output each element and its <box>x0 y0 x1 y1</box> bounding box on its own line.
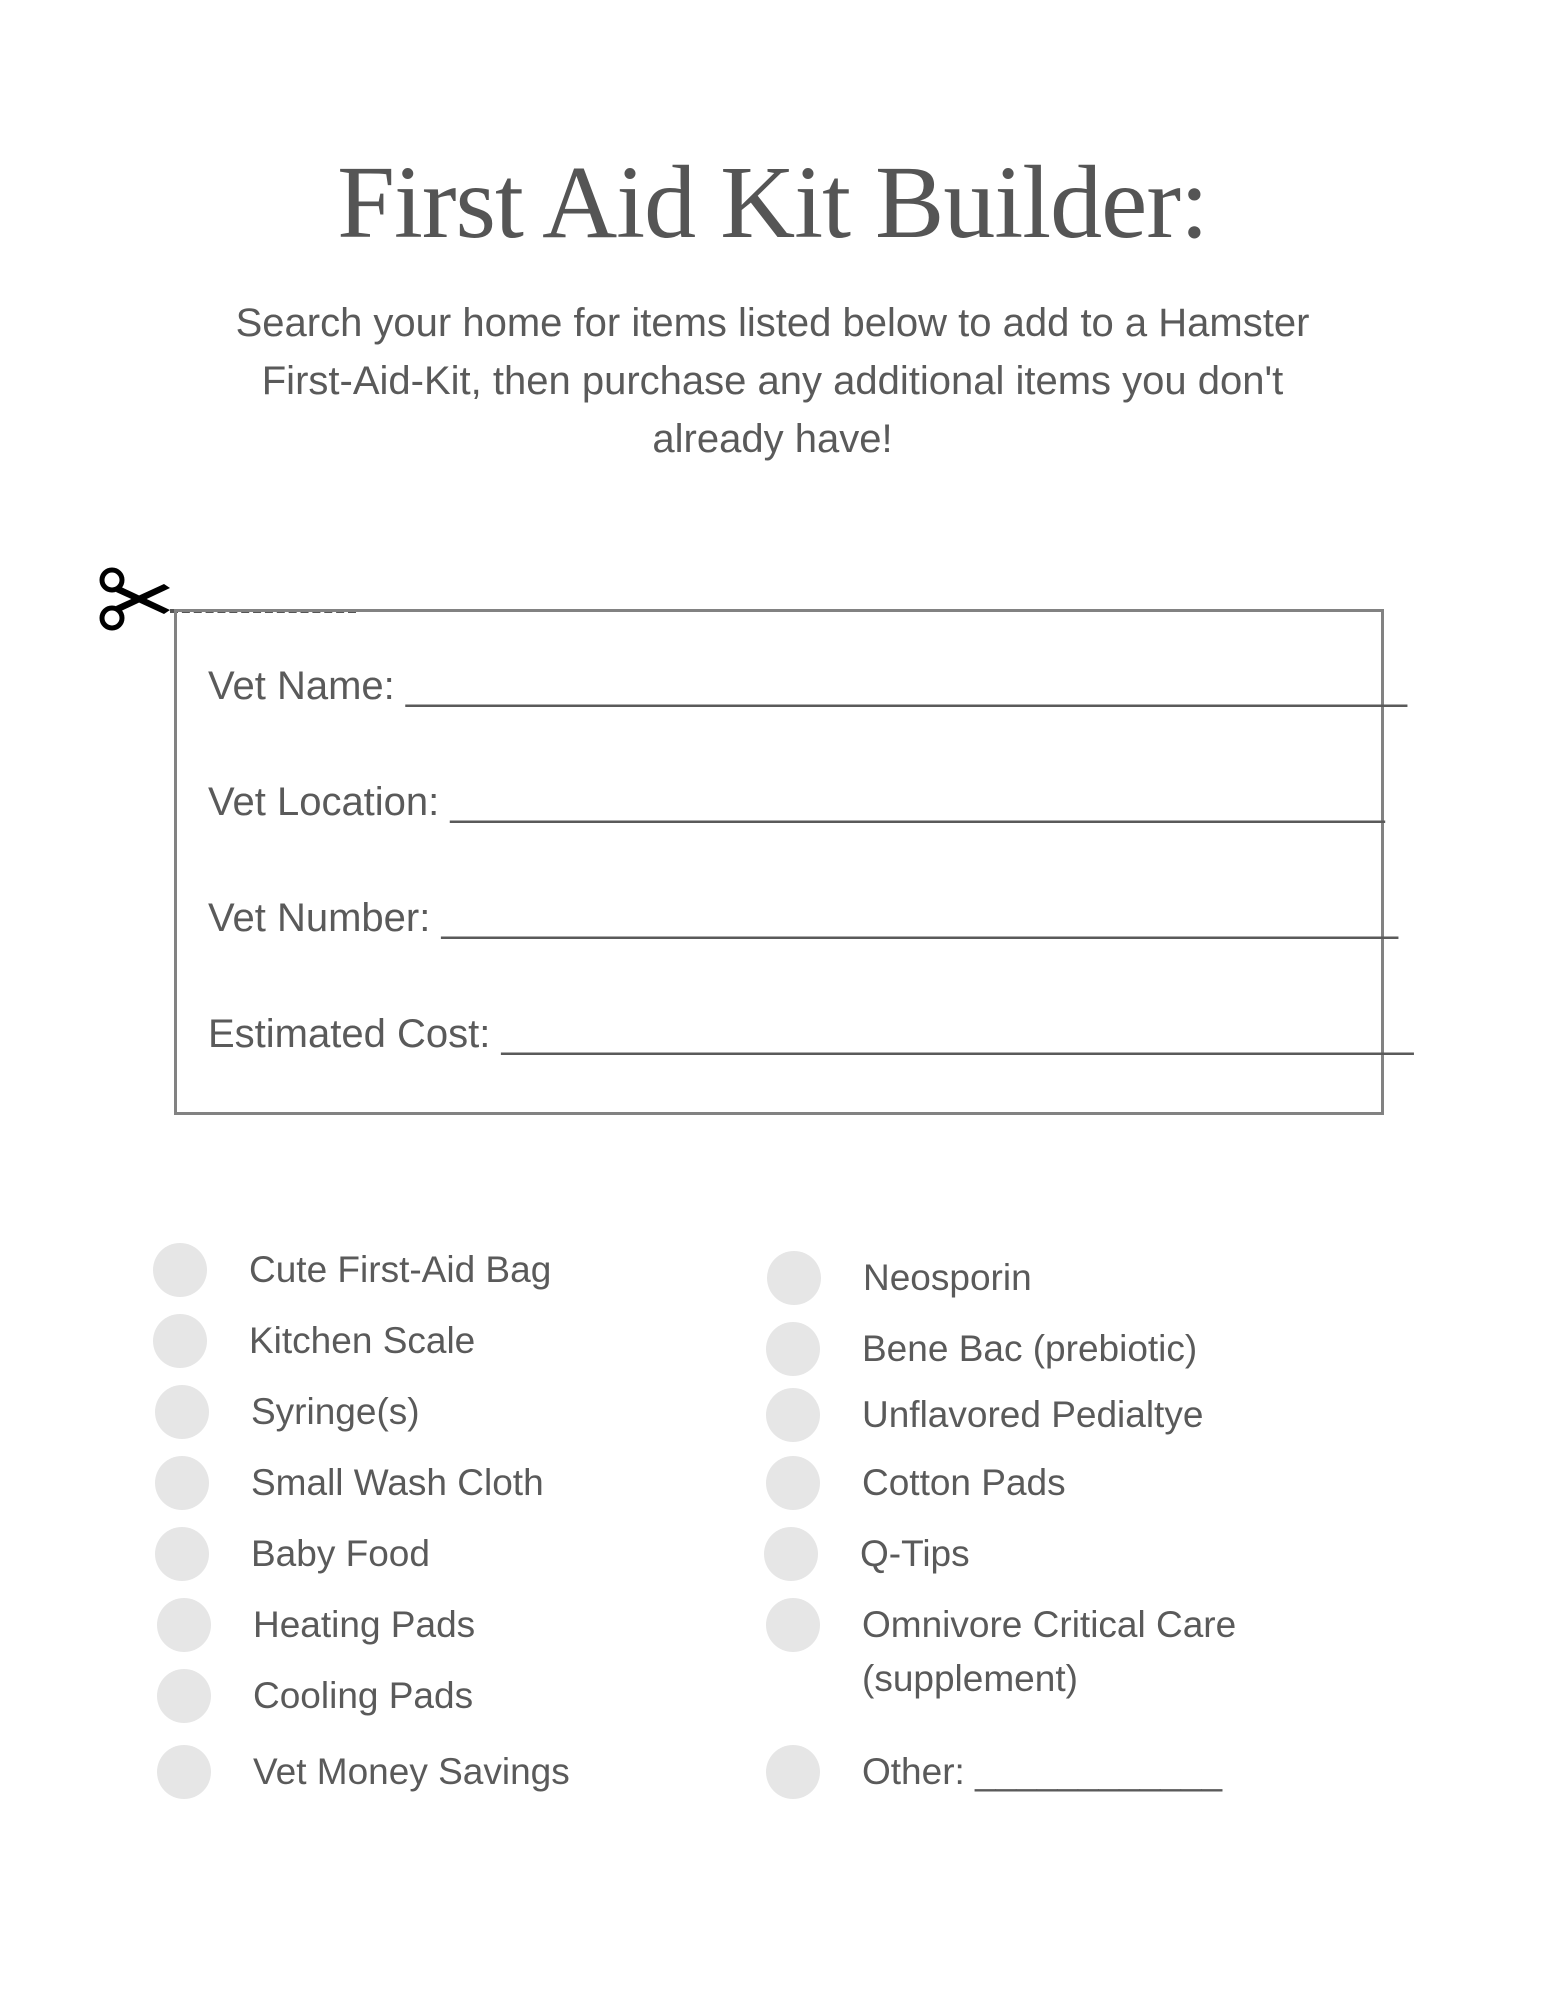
estimated-cost-field[interactable]: Estimated Cost: _________________________________________ <box>208 1012 1414 1056</box>
checkbox-circle[interactable] <box>766 1456 820 1510</box>
item-label: Heating Pads <box>253 1604 476 1645</box>
vet-number-field[interactable]: Vet Number: ___________________________________________ <box>208 896 1399 940</box>
checkbox-circle[interactable] <box>157 1745 211 1799</box>
item-label: Baby Food <box>251 1533 430 1574</box>
checkbox-circle[interactable] <box>766 1745 820 1799</box>
checkbox-circle[interactable] <box>155 1456 209 1510</box>
item-label: Q-Tips <box>860 1533 970 1574</box>
vet-location-field[interactable]: Vet Location: __________________________________________ <box>208 780 1385 824</box>
checkbox-circle[interactable] <box>153 1314 207 1368</box>
page-title: First Aid Kit Builder: <box>337 145 1208 260</box>
intro-text: Search your home for items listed below to add to a Hamster First-Aid-Kit, then purchase any additional items you don't already have! <box>235 301 1310 461</box>
checkbox-circle[interactable] <box>153 1243 207 1297</box>
checkbox-circle[interactable] <box>767 1251 821 1305</box>
vet-name-field[interactable]: Vet Name: _____________________________________________ <box>208 664 1407 708</box>
item-label: Cotton Pads <box>862 1462 1066 1503</box>
checkbox-circle[interactable] <box>157 1669 211 1723</box>
item-label: Neosporin <box>863 1257 1032 1298</box>
checkbox-circle[interactable] <box>155 1527 209 1581</box>
checkbox-circle[interactable] <box>764 1527 818 1581</box>
item-label: Other: ____________ <box>862 1751 1223 1792</box>
item-label: Unflavored Pedialtye <box>862 1394 1204 1435</box>
checkbox-circle[interactable] <box>766 1598 820 1652</box>
item-label: Bene Bac (prebiotic) <box>862 1328 1198 1369</box>
item-label: Small Wash Cloth <box>251 1462 544 1503</box>
item-label: Syringe(s) <box>251 1391 420 1432</box>
item-label: Omnivore Critical Care (supplement) <box>862 1604 1237 1699</box>
checkbox-circle[interactable] <box>766 1322 820 1376</box>
item-label: Cute First-Aid Bag <box>249 1249 552 1290</box>
item-label: Vet Money Savings <box>253 1751 570 1792</box>
checkbox-circle[interactable] <box>155 1385 209 1439</box>
checkbox-circle[interactable] <box>157 1598 211 1652</box>
checkbox-circle[interactable] <box>766 1388 820 1442</box>
item-label: Cooling Pads <box>253 1675 474 1716</box>
item-label: Kitchen Scale <box>249 1320 476 1361</box>
